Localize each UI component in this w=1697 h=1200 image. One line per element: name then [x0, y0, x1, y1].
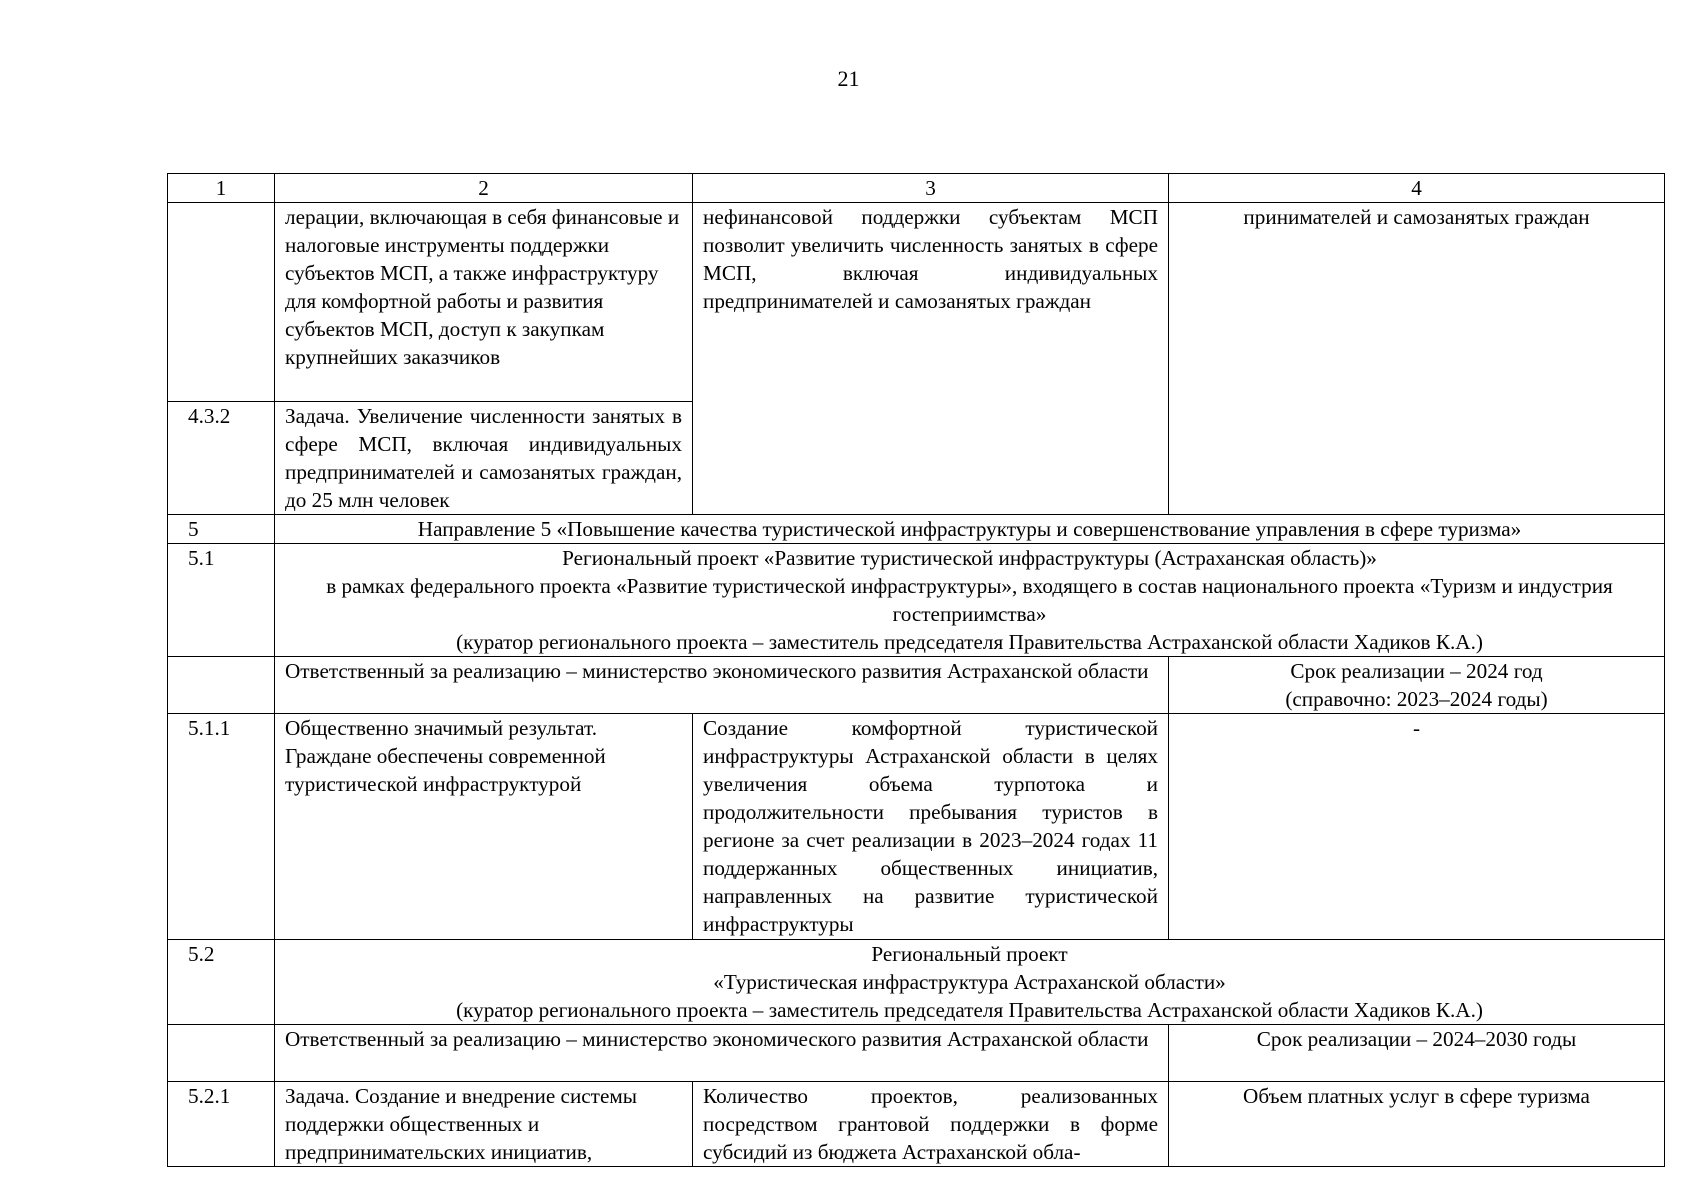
row-4-3-cont-col2: лерации, включающая в себя финансовые и налоговые инструменты поддержки субъектов МСП, а также инфраструктуру для комфортной работы и развития субъектов МСП, доступ к закупкам крупнейших заказчиков [275, 203, 693, 402]
row-4-3-cont-col4: принимателей и самозанятых граждан [1169, 203, 1665, 515]
table-row [168, 714, 1665, 940]
header-cell-1: 1 [168, 174, 275, 203]
row-number: 5.1.1 [168, 714, 275, 940]
table-row [168, 657, 1665, 714]
row-5-2-1-col3: Количество проектов, реализованных посредством грантовой поддержки в форме субсидий из бюджета Астраханской обла- [693, 1082, 1169, 1167]
table-row [168, 544, 1665, 657]
row-number: 5.1 [168, 544, 275, 657]
header-cell-2: 2 [275, 174, 693, 203]
responsible-5-1: Ответственный за реализацию – министерство экономического развития Астраханской области [275, 657, 1169, 714]
row-5-1-1-col4: - [1169, 714, 1665, 940]
term-reference: (справочно: 2023–2024 годы) [1285, 687, 1548, 711]
row-5-2-1-col4: Объем платных услуг в сфере туризма [1169, 1082, 1665, 1167]
term-5-2: Срок реализации – 2024–2030 годы [1169, 1025, 1665, 1082]
row-5-1-1-col2: Общественно значимый результат. Граждане обеспечены современной туристической инфраструктурой [275, 714, 693, 940]
table-row [168, 515, 1665, 544]
table-row [168, 1025, 1665, 1082]
measures-table [167, 173, 1665, 1167]
row-4-3-2-task: Задача. Увеличение численности занятых в сфере МСП, включая индивидуальных предпринимателей и самозанятых граждан, до 25 млн человек [275, 402, 693, 515]
regional-project-5-1 [275, 544, 1665, 657]
row-number: 5.2.1 [168, 1082, 275, 1167]
direction-5-title: Направление 5 «Повышение качества туристической инфраструктуры и совершенствование управления в сфере туризма» [275, 515, 1665, 544]
project-curator: (куратор регионального проекта – заместитель председателя Правительства Астраханской области Хадиков К.А.) [456, 998, 1483, 1022]
row-5-2-1-col2: Задача. Создание и внедрение системы поддержки общественных и предпринимательских инициатив, [275, 1082, 693, 1167]
row-4-3-cont-col3: нефинансовой поддержки субъектам МСП позволит увеличить численность занятых в сфере МСП, включая индивидуальных предпринимателей и самозанятых граждан [693, 203, 1169, 515]
responsible-5-2: Ответственный за реализацию – министерство экономического развития Астраханской области [275, 1025, 1169, 1082]
project-name: «Туристическая инфраструктура Астраханской области» [713, 970, 1226, 994]
regional-project-5-2 [275, 940, 1665, 1025]
row-number: 5 [168, 515, 275, 544]
term-5-1 [1169, 657, 1665, 714]
header-cell-3: 3 [693, 174, 1169, 203]
row-number: 5.2 [168, 940, 275, 1025]
row-number [168, 203, 275, 402]
row-number [168, 657, 275, 714]
table-header-row [168, 174, 1665, 203]
header-cell-4: 4 [1169, 174, 1665, 203]
project-federal-context: в рамках федерального проекта «Развитие туристической инфраструктуры», входящего в состав национального проекта «Туризм и индустрия гостеприимства» [326, 574, 1613, 626]
row-5-1-1-col3: Создание комфортной туристической инфраструктуры Астраханской области в целях увеличения объема турпотока и продолжительности пребывания туристов в регионе за счет реализации в 2023–2024 годах 11 поддержанных общественных инициатив, направленных на развитие туристической инфраструктуры [693, 714, 1169, 940]
table-row [168, 203, 1665, 402]
project-title: Региональный проект [871, 942, 1068, 966]
project-title: Региональный проект «Развитие туристической инфраструктуры (Астраханская область)» [562, 546, 1377, 570]
table-row [168, 1082, 1665, 1167]
row-number [168, 1025, 275, 1082]
table-row [168, 940, 1665, 1025]
page-number: 21 [837, 66, 860, 91]
term-line: Срок реализации – 2024 год [1290, 659, 1543, 683]
project-curator: (куратор регионального проекта – заместитель председателя Правительства Астраханской области Хадиков К.А.) [456, 630, 1483, 654]
row-number: 4.3.2 [168, 402, 275, 515]
